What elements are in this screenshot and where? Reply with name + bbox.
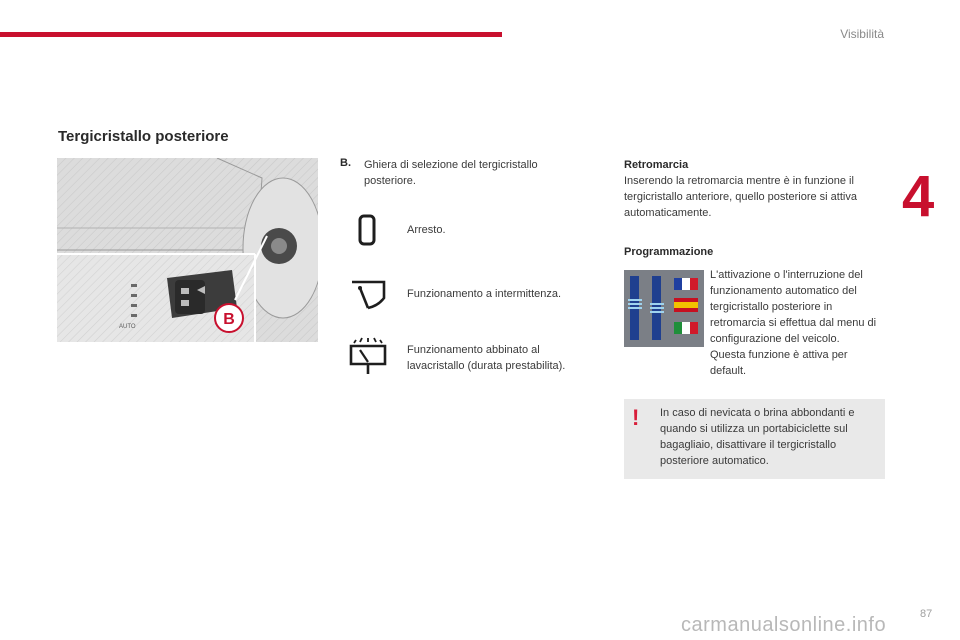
programming-heading: Programmazione [624,246,714,258]
section-name: Visibilità [840,27,884,41]
reverse-section [624,157,886,221]
page-title: Tergicristallo posteriore [58,128,229,145]
mode-intermittent-text: Funzionamento a intermittenza. [407,288,562,300]
wiper-off-icon [348,210,388,250]
chapter-number: 4 [902,164,935,229]
watermark: carmanualsonline.info [681,614,887,636]
programming-default-text: Questa funzione è attiva per default. [710,349,848,377]
warning-box [624,399,885,479]
header-accent-bar [0,32,502,37]
programming-text: L'attivazione o l'interruzione del funzionamento automatico del tergicristallo posteriore in retromarcia si effettua dal menu di configurazione del veicolo. [710,269,877,345]
mode-off-text: Arresto. [407,224,446,236]
page-number: 87 [920,608,933,620]
callout-b-description: Ghiera di selezione del tergicristallo posteriore. [364,159,538,187]
warning-icon: ! [632,405,640,430]
programming-text-block [710,267,885,379]
wiper-stalk-illustration [57,158,318,342]
reverse-heading: Retromarcia [624,159,689,171]
configuration-menu-icon [624,270,704,347]
callout-b: B [223,311,235,328]
reverse-text: Inserendo la retromarcia mentre è in funzione il tergicristallo anteriore, quello posteriore si attiva automaticamente. [624,175,857,219]
warning-text: In caso di nevicata o brina abbondanti e quando si utilizza un portabiciclette sul bagagliaio, disattivare il tergicristallo posteriore automatico. [660,407,855,467]
wiper-intermittent-icon [348,274,388,314]
mode-washer-text: Funzionamento abbinato al lavacristallo (durata prestabilita). [407,344,566,372]
callout-b-label: B. [340,157,351,169]
stalk-auto-label: AUTO [119,324,136,330]
wiper-washer-icon [348,336,388,376]
